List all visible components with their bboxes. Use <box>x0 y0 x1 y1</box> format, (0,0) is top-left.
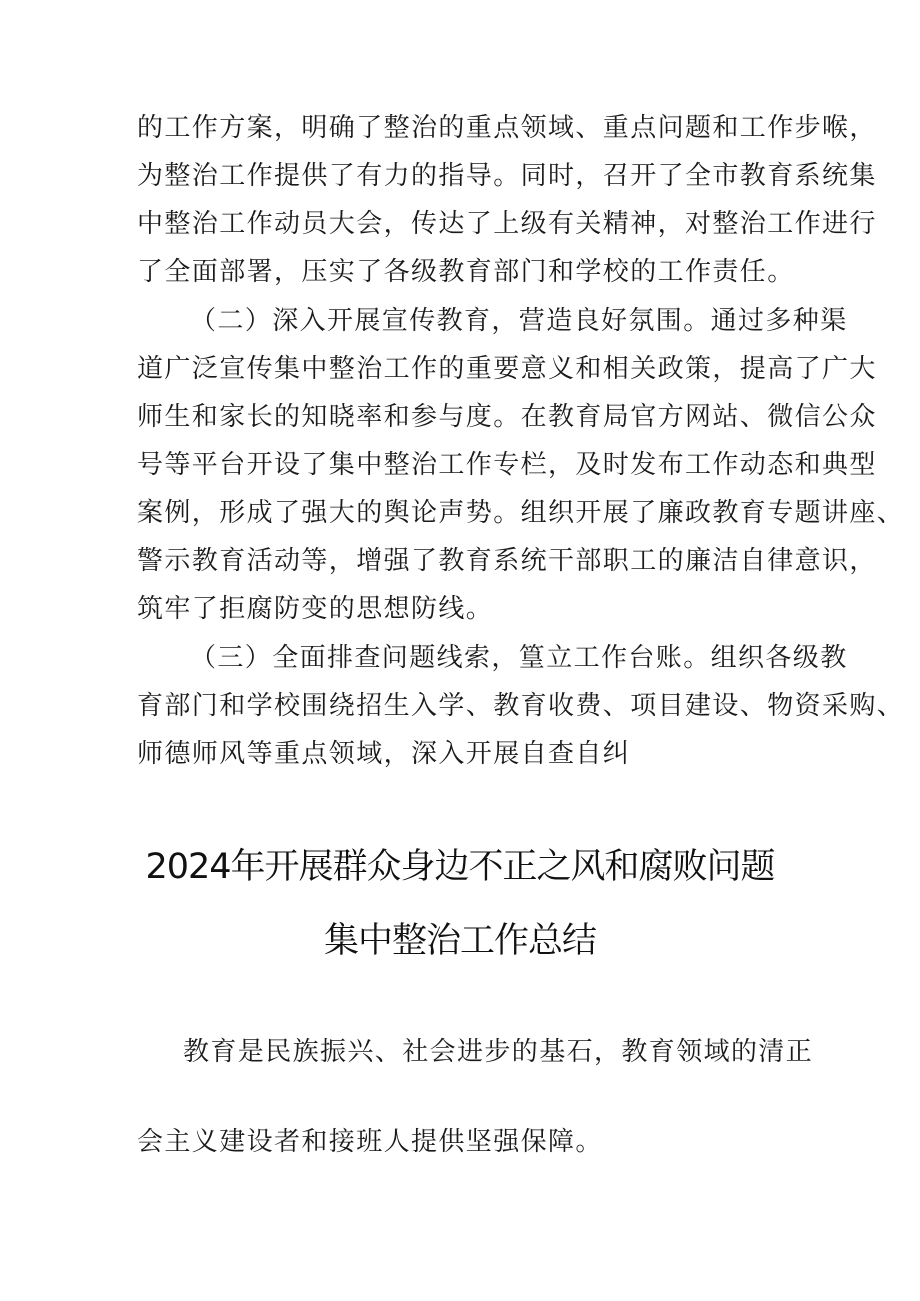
paragraph-line: 筑牢了拒腐防变的思想防线。 <box>137 594 494 624</box>
paragraph-line: 育部门和学校围绕招生入学、教育收费、项目建设、物资采购、 <box>137 691 905 721</box>
paragraph-line: 了全面部署，压实了各级教育部门和学校的工作责任。 <box>137 257 795 287</box>
paragraph-line: 警示教育活动等，增强了教育系统干部职工的廉洁自律意识， <box>137 546 877 576</box>
paragraph-line: 中整治工作动员大会，传达了上级有关精神，对整治工作进行 <box>137 209 877 239</box>
section-heading-line: （三）全面排查问题线索，篁立工作台账。组织各级教 <box>190 643 848 673</box>
paragraph-line: 号等平台开设了集中整治工作专栏，及时发布工作动态和典型 <box>137 450 877 480</box>
intro-line: 教育是民族振兴、社会进步的基石，教育领域的清正 <box>183 1037 814 1067</box>
section-heading-line: （二）深入开展宣传教育，营造良好氛围。通过多种渠 <box>190 306 848 336</box>
intro-line: 会主义建设者和接班人提供坚强保障。 <box>137 1127 603 1157</box>
paragraph-line: 师生和家长的知晓率和参与度。在教育局官方网站、微信公众 <box>137 402 877 432</box>
document-title-line-2: 集中整治工作总结 <box>323 921 596 961</box>
paragraph-line: 为整治工作提供了有力的指导。同时，召开了全市教育系统集 <box>137 161 877 191</box>
paragraph-line: 的工作方案，明确了整治的重点领域、重点问题和工作步喉， <box>137 113 877 143</box>
document-title-line-1: 2024年开展群众身边不正之风和腐败问题 <box>145 847 775 887</box>
paragraph-line: 师德师风等重点领域，深入开展自查自纠 <box>137 739 631 769</box>
paragraph-line: 案例，形成了强大的舆论声势。组织开展了廉政教育专题讲座、 <box>137 498 905 528</box>
paragraph-line: 道广泛宣传集中整治工作的重要意义和相关政策，提高了广大 <box>137 354 877 384</box>
